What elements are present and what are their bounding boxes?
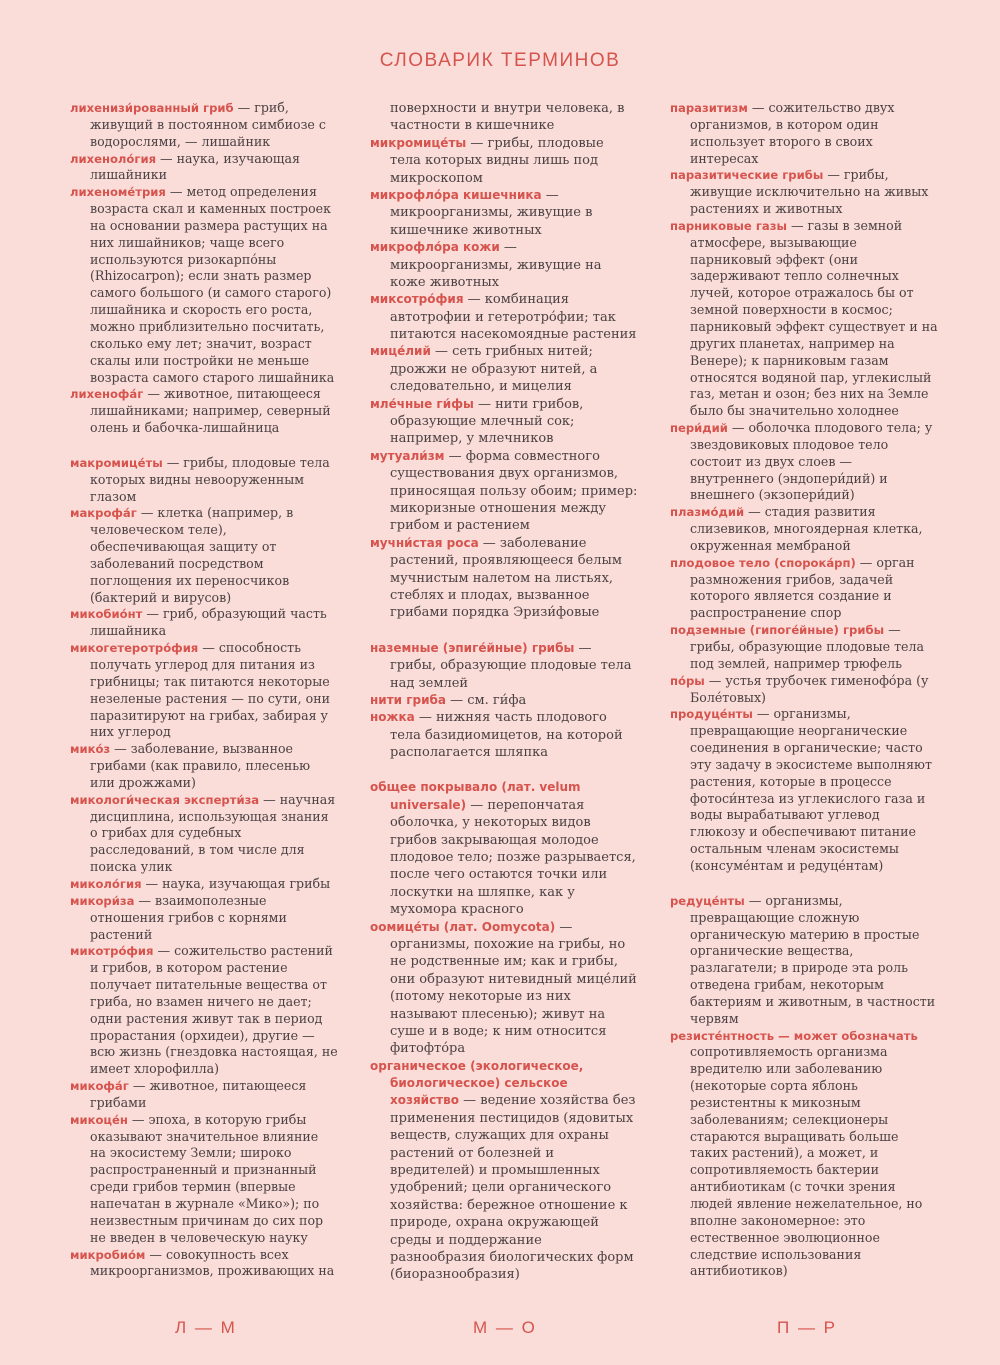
glossary-entry: [370, 1058, 638, 1284]
glossary-entry: [70, 1078, 338, 1112]
glossary-definition: — ведение хозяйства без применения пестицидов (ядовитых веществ, служащих для охраны растений от болезней и вредителей) и промышленных удобрений; цели органического хозяйства: бережное отношение к природе, охрана окружающей среды и поддержание разнообразия биологических форм (биоразнообразия): [390, 1093, 636, 1283]
glossary-term: паразитические грибы: [670, 168, 824, 183]
glossary-entry: [370, 187, 638, 239]
glossary-definition: — орган размножения грибов, задачей которого является создание и распространение спор: [690, 554, 915, 621]
footer-letter-range-2: М — О: [473, 1318, 537, 1337]
glossary-column-2: [370, 100, 638, 1284]
glossary-term: мутуали́зм: [370, 448, 445, 463]
glossary-term: микрофло́ра кожи: [370, 240, 500, 255]
glossary-term: микофа́г: [70, 1079, 129, 1094]
glossary-entry: [370, 135, 638, 187]
glossary-column-1: [70, 100, 338, 1280]
glossary-definition: — комбинация автотрофии и гетеротро́фии; так питаются насекомоядные растения: [390, 292, 637, 343]
glossary-definition: — способность получать углерод для питания из грибницы; так питаются некоторые незеленые растения — по сути, они паразитируют на грибах, забирая у них углерод: [90, 640, 331, 740]
glossary-entry: [70, 792, 338, 876]
glossary-definition: — микроорганизмы, живущие на коже животных: [390, 240, 602, 290]
glossary-entry: [70, 640, 338, 741]
glossary-entry: [670, 504, 938, 555]
glossary-term: микогетеротро́фия: [70, 641, 199, 656]
glossary-term: макрофа́г: [70, 506, 137, 521]
glossary-definition: — заболевание растений, проявляющееся белым мучнистым налетом на листьях, стеблях и плодах, вызванное грибами порядка Эризи́фовые: [390, 535, 622, 621]
glossary-term: резисте́нтность — может обозначать: [670, 1028, 918, 1043]
glossary-definition: — см. ги́фа: [445, 692, 527, 708]
glossary-definition: — организмы, превращающие неорганические соединения в органические; часто эту задачу в экосистеме выполняют растения, которые в процессе фотоси́нтеза из углекислого газа и воды вырабатывают углевод глюкозу и обеспечивают питание остальным членам экосистемы (консуме́нтам и редуце́нтам): [690, 706, 932, 873]
glossary-definition: — форма совместного существования двух организмов, приносящая пользу обоим; пример: микоризные отношения между грибом и растением: [390, 448, 638, 534]
glossary-definition: сопротивляемость организма вредителю или заболеванию (некоторые сорта яблонь резистентны к микозным заболеваниям; селекционеры стараются выращивать больше таких растений), а может, и сопротивляемость бактерии антибиотикам (с точки зрения людей явление нежелательное, но вполне закономерное: это естественное эволюционное следствие использования антибиотиков): [690, 1044, 923, 1279]
glossary-definition: — сожительство растений и грибов, в котором растение получает питательные вещества от гриба, но взамен ничего не дает; одни растения живут так в период прорастания (орхидеи), другие — всю жизнь (гнездовка настоящая, не имеет хлорофилла): [90, 943, 338, 1077]
glossary-term: подземные (гипоге́йные) грибы: [670, 623, 885, 638]
glossary-definition: — наука, изучающая грибы: [141, 875, 331, 891]
glossary-definition: — грибы, образующие плодовые тела над землей: [390, 640, 632, 691]
glossary-definition: — эпоха, в которую грибы оказывают значительное влияние на экосистему Земли; широко распространенный и признанный среди грибов термин (впервые напечатан в журнале «Мико»); по неизвестным причинам до сих пор не введен в человеческую науку: [90, 1111, 324, 1245]
glossary-term: парниковые газы: [670, 218, 787, 233]
glossary-term: мико́з: [70, 742, 111, 757]
glossary-term: продуце́нты: [670, 707, 753, 722]
glossary-entry: [70, 455, 338, 506]
glossary-definition: — грибы, плодовые тела которых видны невооруженным глазом: [90, 454, 330, 504]
glossary-term: микотро́фия: [70, 944, 154, 959]
glossary-entry: [70, 876, 338, 893]
glossary-entry: [670, 100, 938, 167]
glossary-definition: — метод определения возраста скал и каменных построек на основании размера растущих на них лишайников; чаще всего используются ризокарпо́ны (Rhizocarpon); если знать размер самого большого (и самого старого) лишайника и скорость его роста, можно приблизительно посчитать, сколько ему лет; значит, возраст скалы или постройки не меньше возраста самого старого лишайника: [90, 184, 335, 385]
glossary-term: паразитизм: [670, 101, 748, 115]
glossary-term: пери́дий: [670, 421, 728, 436]
glossary-definition: — научная дисциплина, использующая знания о грибах для судебных расследований, в том числе для поиска улик: [90, 791, 336, 875]
glossary-entry: [370, 709, 638, 761]
footer-letter-range-1: Л — М: [175, 1318, 237, 1337]
glossary-entry: [370, 779, 638, 918]
glossary-entry: [70, 893, 338, 944]
glossary-definition: — сеть грибных нитей; дрожжи не образуют нитей, а следовательно, и мицелия: [390, 344, 598, 395]
glossary-definition: — грибы, образующие плодовые тела под землей, например трюфель: [690, 622, 925, 671]
glossary-entry: [370, 100, 638, 135]
glossary-entry: [670, 706, 938, 874]
glossary-definition: — гриб, живущий в постоянном симбиозе с водорослями, — лишайник: [90, 100, 326, 149]
glossary-definition: — сожительство двух организмов, в котором один использует второго в своих интересах: [690, 100, 895, 166]
glossary-term: лихенизи́рованный гриб: [70, 101, 234, 115]
glossary-definition: — нити грибов, образующие млечный сок; например, у млечников: [390, 396, 584, 447]
glossary-definition: — взаимополезные отношения грибов с корнями растений: [90, 892, 287, 942]
glossary-entry: [670, 555, 938, 622]
glossary-entry: [70, 1112, 338, 1247]
glossary-entry: [670, 167, 938, 218]
glossary-definition: — грибы, плодовые тела которых видны лишь под микроскопом: [390, 135, 604, 186]
glossary-term: лихеноме́трия: [70, 185, 166, 200]
glossary-term: ножка: [370, 710, 415, 725]
glossary-entry: [70, 151, 338, 185]
glossary-column-3: [670, 100, 938, 1280]
glossary-term: микрофло́ра кишечника: [370, 187, 542, 202]
glossary-term: лихенофа́г: [70, 387, 144, 402]
glossary-term: мучни́стая роса: [370, 535, 479, 550]
glossary-term: микори́за: [70, 893, 135, 908]
glossary-entry: [70, 386, 338, 437]
glossary-entry: [370, 919, 638, 1058]
glossary-term: по́ры: [670, 673, 705, 688]
glossary-term: микобио́нт: [70, 607, 143, 622]
glossary-term: микромице́ты: [370, 135, 467, 150]
glossary-definition: — заболевание, вызванное грибами (как правило, плесенью или дрожжами): [90, 741, 311, 790]
glossary-entry: [70, 741, 338, 792]
glossary-term: плодовое тело (спорока́рп): [670, 555, 856, 570]
glossary-entry: [670, 420, 938, 504]
glossary-term: лихеноло́гия: [70, 151, 157, 166]
glossary-term: миколо́гия: [70, 876, 142, 891]
glossary-definition: — организмы, превращающие сложную органическую материю в простые органические вещества, разлагатели; в природе эта роль отведена грибам, некоторым бактериям и животным, в частности червям: [690, 892, 936, 1026]
glossary-entry: [370, 291, 638, 343]
glossary-term: общее покрывало (лат. velum universale): [370, 780, 581, 812]
glossary-entry: [70, 505, 338, 606]
glossary-entry: [670, 673, 938, 707]
glossary-entry: [670, 893, 938, 1028]
glossary-term: наземные (эпиге́йные) грибы: [370, 640, 575, 655]
glossary-entry: [370, 239, 638, 291]
glossary-term: мле́чные ги́фы: [370, 396, 474, 411]
glossary-term: микологи́ческая эксперти́за: [70, 792, 260, 807]
glossary-entry: [370, 692, 638, 709]
glossary-entry: [70, 100, 338, 151]
glossary-term: микробио́м: [70, 1247, 146, 1262]
glossary-definition: — устья трубочек гименофо́ра (у Боле́товых): [690, 672, 929, 705]
glossary-entry: [70, 184, 338, 386]
glossary-term: оомице́ты (лат. Oomycota): [370, 919, 556, 934]
glossary-entry: [370, 535, 638, 622]
glossary-definition: — гриб, образующий часть лишайника: [90, 606, 327, 639]
glossary-term: редуце́нты: [670, 893, 745, 908]
glossary-entry: [370, 396, 638, 448]
glossary-term: органическое (экологическое, биологическое) сельское хозяйство: [370, 1058, 584, 1108]
glossary-definition: — наука, изучающая лишайники: [90, 150, 300, 183]
glossary-term: миксотро́фия: [370, 292, 464, 307]
glossary-definition: — грибы, живущие исключительно на живых растениях и животных: [690, 167, 929, 217]
glossary-term: нити гриба: [370, 692, 446, 707]
glossary-term: микоце́н: [70, 1112, 128, 1127]
glossary-term: макромице́ты: [70, 455, 163, 470]
glossary-entry: [370, 343, 638, 395]
glossary-definition: — микроорганизмы, живущие в кишечнике животных: [390, 187, 593, 238]
glossary-entry: [670, 218, 938, 420]
glossary-definition: — животное, питающееся грибами: [90, 1078, 307, 1110]
glossary-definition: — организмы, похожие на грибы, но не родственные им; как и грибы, они образуют нитевидный мице́лий (потому некоторые из них называют плесенью); живут на суше и в воде; к ним относится фитофто́ра: [390, 919, 637, 1057]
glossary-definition: — животное, питающееся лишайниками; например, северный олень и бабочка-лишайница: [90, 386, 331, 436]
glossary-entry: [70, 1247, 338, 1281]
glossary-term: плазмо́дий: [670, 505, 745, 520]
glossary-definition: поверхности и внутри человека, в частности в кишечнике: [390, 101, 625, 134]
footer-letter-range-3: П — Р: [777, 1318, 838, 1337]
glossary-entry: [70, 606, 338, 640]
glossary-definition: — газы в земной атмосфере, вызывающие парниковый эффект (они задерживают тепло солнечных лучей, которое отражалось бы от земной поверхности в космос; парниковый эффект существует и на других планетах, например на Венере); к парниковым газам относятся водяной пар, углекислый газ, метан и озон; без них на Земле было бы значительно холоднее: [690, 217, 938, 419]
glossary-entry: [370, 448, 638, 535]
glossary-definition: — стадия развития слизевиков, многоядерная клетка, окруженная мембраной: [690, 504, 923, 553]
glossary-definition: — клетка (например, в человеческом теле), обеспечивающая защиту от заболеваний посредством поглощения их переносчиков (бактерий и вирусов): [90, 505, 294, 605]
glossary-definition: — совокупность всех микроорганизмов, проживающих на: [90, 1246, 335, 1279]
glossary-term: мице́лий: [370, 344, 431, 359]
glossary-entry: [70, 943, 338, 1078]
glossary-entry: [670, 622, 938, 673]
page-title: СЛОВАРИК ТЕРМИНОВ: [379, 50, 621, 71]
glossary-definition: — перепончатая оболочка, у некоторых видов грибов закрывающая молодое плодовое тело; позже разрывается, после чего остаются точки или лоскутки на шляпке, как у мухомора красного: [390, 797, 636, 918]
glossary-entry: [670, 1028, 938, 1281]
glossary-entry: [370, 640, 638, 692]
glossary-definition: — нижняя часть плодового тела базидиомицетов, на которой располагается шляпка: [390, 710, 623, 761]
glossary-definition: — оболочка плодового тела; у звездовиковых плодовое тело состоит из двух слоев — внутреннего (эндопери́дий) и внешнего (экзопери́дий): [690, 420, 933, 503]
